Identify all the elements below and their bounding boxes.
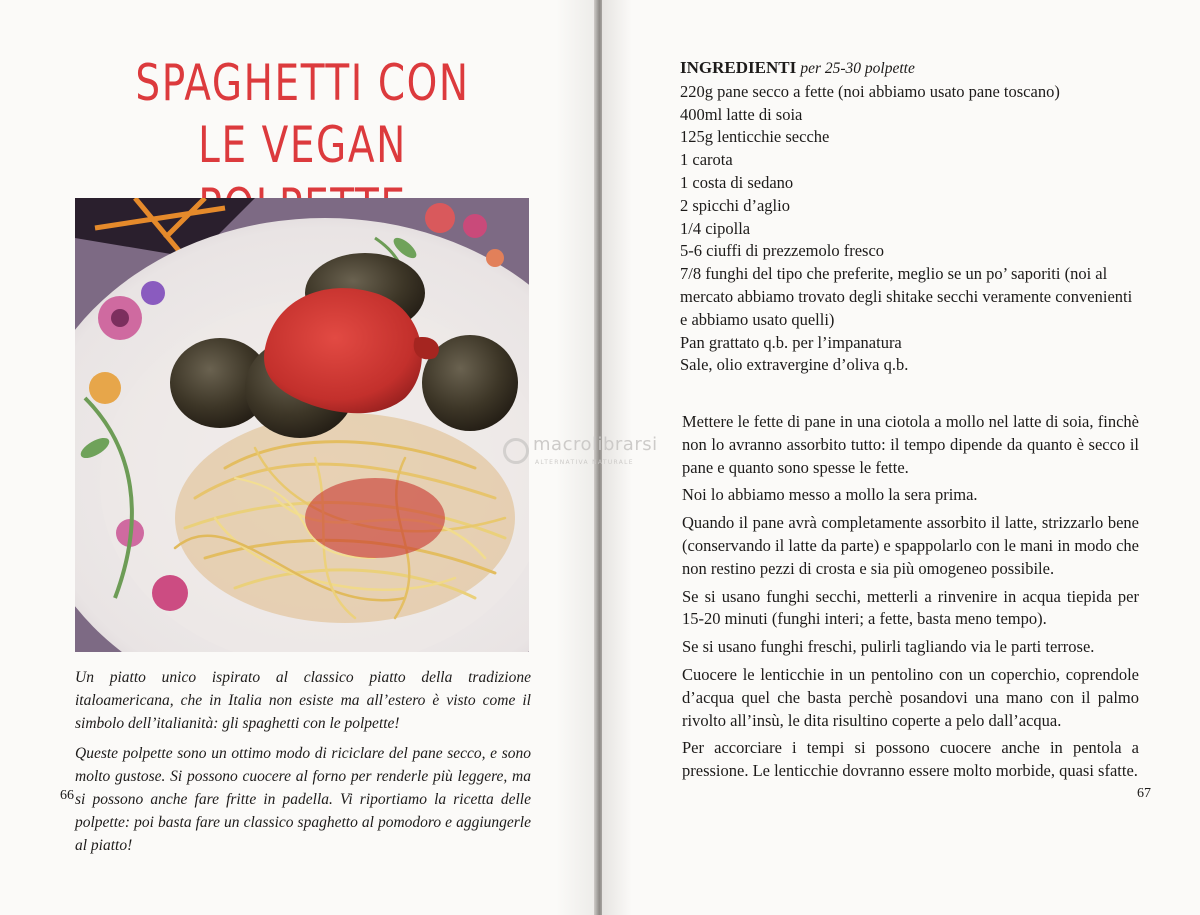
intro-paragraph-1: Un piatto unico ispirato al classico piatto della tradizione italoamericana, che in Italia non esiste ma all’estero è visto come il simbolo dell’italianità: gli spaghetti con le polpette! — [75, 669, 531, 732]
left-page — [0, 0, 598, 915]
page-number-right: 67 — [1137, 786, 1151, 801]
watermark-subtext: ALTERNATIVA NATURALE — [535, 459, 634, 466]
watermark-text: macrolibrarsi — [533, 434, 658, 455]
ingredients-list — [680, 81, 1140, 377]
ingredient-item: Pan grattato q.b. per l’impanatura — [680, 332, 902, 352]
ingredient-item: 1 costa di sedano — [680, 172, 794, 192]
page-number-left: 66 — [60, 788, 74, 803]
ingredient-item: 5-6 ciuffi di prezzemolo fresco — [680, 241, 885, 261]
ingredient-item: 2 spicchi d’aglio — [680, 195, 790, 215]
ingredient-item: 1/4 cipolla — [680, 218, 751, 238]
title-line-2: LE VEGAN — [198, 116, 407, 174]
title-line-1: SPAGHETTI CON — [135, 54, 470, 112]
ingredient-item: 7/8 funghi del tipo che preferite, meglio se un po’ saporiti (noi al mercato abbiamo trovato degli shitake secchi veramente convenienti e abbiamo usato quelli) — [680, 264, 1133, 329]
method-paragraph: Per accorciare i tempi si possono cuocere anche in pentola a pressione. Le lenticchie dovranno essere molto morbide, quasi sfatte. — [682, 738, 1139, 781]
method-paragraph: Se si usano funghi freschi, pulirli tagliando via le parti terrose. — [682, 637, 1095, 657]
ingredient-item: 220g pane secco a fette (noi abbiamo usato pane toscano) — [680, 81, 1060, 101]
ingredient-item: 1 carota — [680, 150, 733, 170]
spaghetti-photo-illustration — [75, 198, 529, 652]
method-paragraph: Se si usano funghi secchi, metterli a rinvenire in acqua tiepida per 15-20 minuti (funghi interi; a fette, basta meno tempo). — [682, 586, 1139, 629]
ingredient-item: Sale, olio extravergine d’oliva q.b. — [680, 355, 909, 375]
ingredient-item: 400ml latte di soia — [680, 104, 803, 124]
ingredients-section — [680, 57, 1140, 377]
ingredient-item: 125g lenticchie secche — [680, 127, 830, 147]
intro-text — [75, 666, 531, 864]
ingredients-subheading: per 25-30 polpette — [800, 60, 915, 77]
recipe-photo — [75, 198, 529, 652]
method-paragraph: Quando il pane avrà completamente assorbito il latte, strizzarlo bene (conservando il latte da parte) e spappolarlo con le mani in modo che non restino pezzi di crosta e sia più omogeneo possibile. — [682, 513, 1139, 578]
intro-paragraph-2: Queste polpette sono un ottimo modo di riciclare del pane secco, e sono molto gustose. Si possono cuocere al forno per renderle più leggere, ma si possono anche fare fritte in padella. Vi riportiamo la ricetta delle polpette: poi basta fare un classico spaghetto al pomodoro e aggiungerle al piatto! — [75, 745, 531, 854]
method-paragraph: Cuocere le lenticchie in un pentolino con un coperchio, coprendole d’acqua quel che basta perchè posandovi una mano con il palmo rivolto all’insù, le dita risultino coperte a pelo dall’acqua. — [682, 664, 1139, 730]
method-section — [682, 411, 1139, 788]
tomato-sauce-lower — [305, 478, 445, 558]
method-paragraph: Mettere le fette di pane in una ciotola a mollo nel latte di soia, finchè non lo avranno assorbito tutto: il tempo dipende da quanto è secco il pane e quanto sono spesse le fette. — [682, 412, 1139, 477]
method-paragraph: Noi lo abbiamo messo a mollo la sera prima. — [682, 485, 978, 505]
ingredients-heading: INGREDIENTI — [680, 58, 797, 77]
